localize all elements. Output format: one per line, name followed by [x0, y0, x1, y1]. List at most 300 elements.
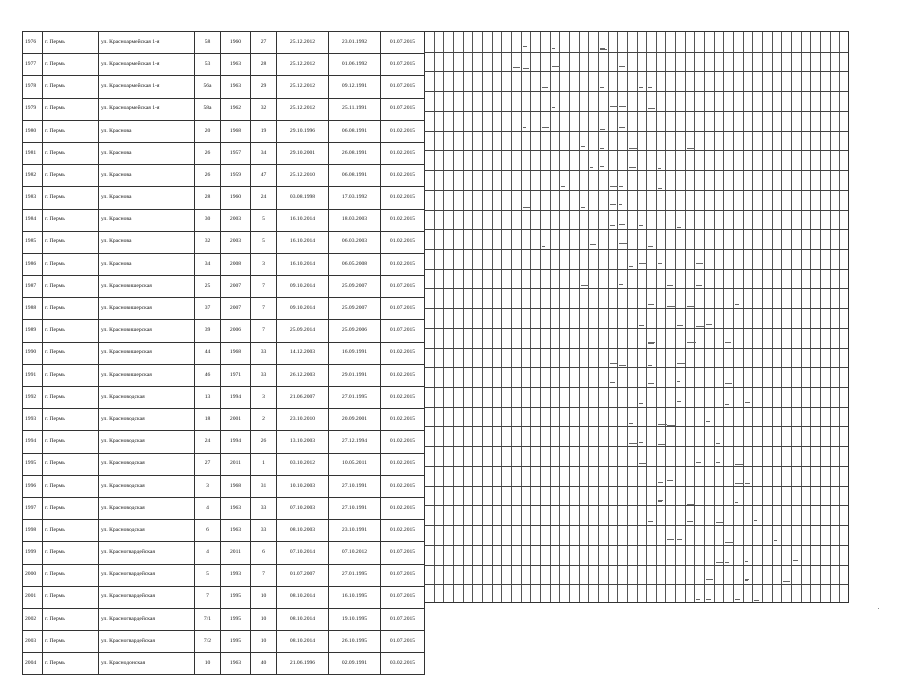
grid-line: [424, 52, 848, 53]
table-row: [23, 276, 425, 298]
date1-cell: 16.10.2014: [277, 253, 329, 275]
date2-cell: 26.08.1991: [329, 142, 381, 164]
table-row: [23, 431, 425, 453]
scan-mark: [629, 167, 636, 168]
flats-cell: 7: [251, 320, 277, 342]
date3-cell: 01.02.2015: [381, 520, 425, 542]
year-cell: 1960: [221, 187, 251, 209]
city-cell: г. Пермь: [43, 98, 99, 120]
flats-cell: 6: [251, 542, 277, 564]
grid-line: [685, 32, 686, 602]
grid-line: [424, 367, 848, 368]
grid-line: [762, 32, 763, 602]
city-cell: г. Пермь: [43, 542, 99, 564]
street-cell: ул. Краснова: [99, 209, 195, 231]
date2-cell: 09.12.1991: [329, 76, 381, 98]
street-cell: ул. Красногвардейская: [99, 631, 195, 653]
year-cell: 1995: [221, 608, 251, 630]
scan-mark: [725, 562, 728, 563]
flats-cell: 10: [251, 586, 277, 608]
street-cell: ул. Красноармейская 1-я: [99, 54, 195, 76]
date1-cell: 16.10.2014: [277, 231, 329, 253]
street-cell: ул. Красноармейская 1-я: [99, 98, 195, 120]
scan-mark: [610, 225, 616, 226]
scan-mark: [590, 167, 593, 168]
date1-cell: 08.10.2003: [277, 520, 329, 542]
street-cell: ул. Красногвардейская: [99, 586, 195, 608]
date3-cell: 01.07.2015: [381, 608, 425, 630]
scan-mark: [523, 68, 529, 69]
flats-cell: 7: [251, 276, 277, 298]
year-cell: 1963: [221, 54, 251, 76]
row-number: 1989: [23, 320, 43, 342]
date2-cell: 17.03.1992: [329, 187, 381, 209]
grid-line: [424, 249, 848, 250]
flats-cell: 24: [251, 187, 277, 209]
scan-mark: [677, 227, 681, 228]
scan-mark: [677, 539, 682, 540]
date1-cell: 09.10.2014: [277, 298, 329, 320]
grid-line: [839, 32, 840, 602]
date1-cell: 23.10.2010: [277, 409, 329, 431]
scan-mark: [706, 421, 710, 422]
table-row: [23, 120, 425, 142]
city-cell: г. Пермь: [43, 187, 99, 209]
scan-mark: [735, 502, 738, 503]
date1-cell: 25.12.2012: [277, 54, 329, 76]
scan-mark: [648, 521, 653, 522]
street-cell: ул. Красноармейская 1-я: [99, 32, 195, 54]
scan-mark: [725, 404, 728, 405]
city-cell: г. Пермь: [43, 387, 99, 409]
scan-mark: [677, 381, 680, 382]
scan-mark: [725, 342, 730, 343]
street-cell: ул. Красноводская: [99, 431, 195, 453]
grid-line: [569, 32, 570, 602]
street-cell: ул. Красногвардейская: [99, 564, 195, 586]
scan-mark: [793, 560, 798, 561]
grid-line: [665, 32, 666, 602]
table-row: [23, 520, 425, 542]
scan-mark: [687, 342, 696, 343]
grid-line: [424, 328, 848, 329]
house-cell: 7/2: [195, 631, 221, 653]
city-cell: г. Пермь: [43, 564, 99, 586]
flats-cell: 32: [251, 98, 277, 120]
house-cell: 34: [195, 253, 221, 275]
scan-mark: [610, 186, 618, 187]
row-number: 2003: [23, 631, 43, 653]
table-row: [23, 586, 425, 608]
date1-cell: 21.06.2007: [277, 387, 329, 409]
date1-cell: 08.10.2014: [277, 608, 329, 630]
year-cell: 1995: [221, 586, 251, 608]
flats-cell: 10: [251, 631, 277, 653]
year-cell: 1968: [221, 475, 251, 497]
row-number: 1993: [23, 409, 43, 431]
scan-mark: [552, 48, 555, 49]
row-number: 1981: [23, 142, 43, 164]
scan-mark: [619, 204, 622, 205]
street-cell: ул. Красновишерская: [99, 320, 195, 342]
grid-line: [424, 387, 848, 388]
register-rows: [23, 32, 425, 675]
grid-line: [424, 525, 848, 526]
year-cell: 1962: [221, 98, 251, 120]
grid-line: [694, 32, 695, 602]
scan-mark: [667, 425, 675, 426]
street-cell: ул. Краснова: [99, 187, 195, 209]
street-cell: ул. Краснодонская: [99, 653, 195, 675]
scan-mark: [610, 204, 616, 205]
date2-cell: 26.10.1995: [329, 631, 381, 653]
date2-cell: 25.09.2007: [329, 298, 381, 320]
date2-cell: 07.10.2012: [329, 542, 381, 564]
scan-mark: [658, 188, 663, 189]
date3-cell: 01.07.2015: [381, 542, 425, 564]
scan-mark: [619, 66, 625, 67]
row-number: 1976: [23, 32, 43, 54]
date2-cell: 23.10.1991: [329, 520, 381, 542]
street-cell: ул. Красновишерская: [99, 364, 195, 386]
date2-cell: 23.01.1992: [329, 32, 381, 54]
street-cell: ул. Красновишерская: [99, 298, 195, 320]
scan-mark: [542, 87, 548, 88]
house-cell: 32: [195, 231, 221, 253]
table-row: [23, 32, 425, 54]
table-row: [23, 542, 425, 564]
scan-mark: [658, 501, 662, 502]
scan-mark: [610, 363, 617, 364]
row-number: 1994: [23, 431, 43, 453]
scan-mark: [658, 168, 661, 169]
flats-cell: 19: [251, 120, 277, 142]
scan-mark: [667, 539, 674, 540]
house-cell: 58а: [195, 98, 221, 120]
grid-line: [810, 32, 811, 602]
schedule-grid: [424, 31, 849, 603]
scan-mark: [716, 462, 720, 463]
scan-mark: [639, 403, 643, 404]
scan-mark: [745, 483, 751, 484]
date1-cell: 29.10.1996: [277, 120, 329, 142]
city-cell: г. Пермь: [43, 298, 99, 320]
row-number: 1982: [23, 165, 43, 187]
grid-line: [424, 446, 848, 447]
row-number: 1979: [23, 98, 43, 120]
scan-mark: [706, 324, 712, 325]
scan-mark: [696, 285, 702, 286]
city-cell: г. Пермь: [43, 364, 99, 386]
date1-cell: 09.10.2014: [277, 276, 329, 298]
date1-cell: 14.12.2003: [277, 342, 329, 364]
date1-cell: 01.07.2007: [277, 564, 329, 586]
table-row: [23, 187, 425, 209]
scan-mark: [716, 562, 724, 563]
date2-cell: 16.09.1991: [329, 342, 381, 364]
date1-cell: 07.10.2003: [277, 497, 329, 519]
street-cell: ул. Красноармейская 1-я: [99, 76, 195, 98]
city-cell: г. Пермь: [43, 276, 99, 298]
grid-line: [559, 32, 560, 602]
street-cell: ул. Краснова: [99, 142, 195, 164]
year-cell: 1994: [221, 431, 251, 453]
grid-line: [656, 32, 657, 602]
scan-mark: [523, 127, 527, 128]
grid-line: [723, 32, 724, 602]
row-number: 1988: [23, 298, 43, 320]
grid-line: [424, 505, 848, 506]
date3-cell: 01.02.2015: [381, 497, 425, 519]
city-cell: г. Пермь: [43, 520, 99, 542]
row-number: 1987: [23, 276, 43, 298]
grid-line: [424, 150, 848, 151]
house-cell: 6: [195, 520, 221, 542]
scan-mark: [658, 500, 663, 501]
scan-mark: [600, 129, 605, 130]
scan-mark: [552, 107, 555, 108]
date1-cell: 16.10.2014: [277, 209, 329, 231]
flats-cell: 26: [251, 431, 277, 453]
scan-mark: [600, 87, 604, 88]
flats-cell: 33: [251, 497, 277, 519]
street-cell: ул. Красноводская: [99, 520, 195, 542]
grid-line: [617, 32, 618, 602]
date2-cell: 27.12.1994: [329, 431, 381, 453]
house-cell: 27: [195, 453, 221, 475]
grid-line: [540, 32, 541, 602]
grid-line: [424, 170, 848, 171]
row-number: 1991: [23, 364, 43, 386]
scan-mark: [523, 207, 530, 208]
city-cell: г. Пермь: [43, 76, 99, 98]
scan-mark: [706, 579, 713, 580]
scan-mark: [639, 463, 648, 464]
scan-mark: [687, 306, 694, 307]
date1-cell: 08.10.2014: [277, 631, 329, 653]
grid-line: [772, 32, 773, 602]
grid-line: [637, 32, 638, 602]
grid-line: [453, 32, 454, 602]
table-row: [23, 253, 425, 275]
row-number: 2000: [23, 564, 43, 586]
table-row: [23, 608, 425, 630]
year-cell: 2003: [221, 209, 251, 231]
scan-mark: [725, 542, 734, 543]
date2-cell: 16.10.1995: [329, 586, 381, 608]
scan-mark: [725, 383, 731, 384]
table-row: [23, 165, 425, 187]
year-cell: 1968: [221, 342, 251, 364]
scan-mark: [619, 365, 626, 366]
city-cell: г. Пермь: [43, 453, 99, 475]
house-cell: 5: [195, 564, 221, 586]
house-cell: 20: [195, 120, 221, 142]
row-number: 1997: [23, 497, 43, 519]
scan-mark: [629, 266, 634, 267]
row-number: 1990: [23, 342, 43, 364]
flats-cell: 10: [251, 608, 277, 630]
scan-mark: [716, 522, 723, 523]
row-number: 2001: [23, 586, 43, 608]
scan-mark: [648, 304, 654, 305]
date1-cell: 08.10.2014: [277, 586, 329, 608]
table-row: [23, 409, 425, 431]
scan-mark: [629, 423, 633, 424]
house-cell: 10: [195, 653, 221, 675]
year-cell: 2006: [221, 320, 251, 342]
date2-cell: 01.06.1992: [329, 54, 381, 76]
grid-line: [424, 584, 848, 585]
scan-mark: [542, 127, 549, 128]
flats-cell: 3: [251, 253, 277, 275]
street-cell: ул. Красноводская: [99, 453, 195, 475]
scan-mark: [600, 148, 604, 149]
date1-cell: 13.10.2003: [277, 431, 329, 453]
year-cell: 1994: [221, 387, 251, 409]
date3-cell: 01.02.2015: [381, 209, 425, 231]
house-cell: 4: [195, 542, 221, 564]
date3-cell: 01.02.2015: [381, 142, 425, 164]
date2-cell: 25.11.1991: [329, 98, 381, 120]
grid-line: [424, 269, 848, 270]
flats-cell: 31: [251, 475, 277, 497]
date1-cell: 07.10.2014: [277, 542, 329, 564]
scan-mark: [745, 580, 748, 581]
date3-cell: 01.02.2015: [381, 187, 425, 209]
scan-mark: [639, 442, 644, 443]
street-cell: ул. Красногвардейская: [99, 542, 195, 564]
house-cell: 56а: [195, 76, 221, 98]
scan-mark: [619, 106, 626, 107]
scan-mark: [745, 402, 750, 403]
scan-mark: [619, 284, 623, 285]
grid-line: [521, 32, 522, 602]
date2-cell: 25.09.2007: [329, 276, 381, 298]
date2-cell: 20.09.2001: [329, 409, 381, 431]
scan-mark: [735, 599, 740, 600]
city-cell: г. Пермь: [43, 608, 99, 630]
grid-line: [424, 288, 848, 289]
year-cell: 1963: [221, 520, 251, 542]
date1-cell: 25.12.2012: [277, 76, 329, 98]
year-cell: 1960: [221, 32, 251, 54]
table-row: [23, 54, 425, 76]
scan-mark: [629, 443, 638, 444]
street-cell: ул. Краснова: [99, 231, 195, 253]
grid-line: [781, 32, 782, 602]
scan-mark: [696, 326, 703, 327]
date2-cell: 27.10.1991: [329, 475, 381, 497]
scan-mark: [677, 325, 683, 326]
street-cell: ул. Красноводская: [99, 387, 195, 409]
city-cell: г. Пермь: [43, 54, 99, 76]
table-row: [23, 342, 425, 364]
scan-mark: [619, 186, 623, 187]
date2-cell: 29.01.1991: [329, 364, 381, 386]
flats-cell: 34: [251, 142, 277, 164]
flats-cell: 40: [251, 653, 277, 675]
scan-mark: [619, 127, 625, 128]
grid-line: [579, 32, 580, 602]
date3-cell: 01.07.2015: [381, 76, 425, 98]
street-cell: ул. Красновишерская: [99, 342, 195, 364]
grid-line: [482, 32, 483, 602]
date2-cell: 06.03.2003: [329, 231, 381, 253]
year-cell: 1968: [221, 120, 251, 142]
scan-mark: [619, 224, 625, 225]
flats-cell: 5: [251, 231, 277, 253]
grid-line: [424, 71, 848, 72]
grid-line: [443, 32, 444, 602]
scan-mark: [639, 225, 643, 226]
grid-line: [424, 111, 848, 112]
grid-line: [424, 486, 848, 487]
scan-mark: [639, 263, 647, 264]
year-cell: 1971: [221, 364, 251, 386]
date1-cell: 25.12.2012: [277, 32, 329, 54]
date2-cell: 25.09.2006: [329, 320, 381, 342]
scan-mark: [629, 148, 637, 149]
grid-line: [646, 32, 647, 602]
scan-mark: [600, 166, 604, 167]
date2-cell: 10.05.2011: [329, 453, 381, 475]
table-row: [23, 453, 425, 475]
scan-mark: [648, 246, 653, 247]
city-cell: г. Пермь: [43, 409, 99, 431]
grid-line: [424, 229, 848, 230]
grid-line: [820, 32, 821, 602]
grid-line: [608, 32, 609, 602]
scan-mark: [783, 581, 789, 582]
house-cell: 58: [195, 32, 221, 54]
year-cell: 1957: [221, 142, 251, 164]
row-number: 1998: [23, 520, 43, 542]
scan-mark: [600, 49, 607, 50]
flats-cell: 5: [251, 209, 277, 231]
scan-mark: [754, 600, 759, 601]
flats-cell: 29: [251, 76, 277, 98]
date3-cell: 01.02.2015: [381, 453, 425, 475]
scan-mark: [590, 244, 596, 245]
house-cell: 3: [195, 475, 221, 497]
grid-line: [801, 32, 802, 602]
grid-line: [424, 545, 848, 546]
grid-line: [424, 466, 848, 467]
grid-line: [501, 32, 502, 602]
row-number: 1996: [23, 475, 43, 497]
house-cell: 28: [195, 187, 221, 209]
row-number: 1980: [23, 120, 43, 142]
scan-mark: [658, 263, 662, 264]
grid-line: [463, 32, 464, 602]
scan-mark: [745, 561, 748, 562]
scan-mark: [581, 207, 585, 208]
grid-line: [424, 348, 848, 349]
scan-mark: [735, 464, 742, 465]
table-row: [23, 631, 425, 653]
year-cell: 1959: [221, 165, 251, 187]
street-cell: ул. Красноводская: [99, 475, 195, 497]
house-cell: 26: [195, 142, 221, 164]
grid-line: [598, 32, 599, 602]
street-cell: ул. Красноводская: [99, 497, 195, 519]
grid-line: [588, 32, 589, 602]
scan-mark: [581, 285, 589, 286]
date3-cell: 01.07.2015: [381, 54, 425, 76]
scan-mark: [648, 383, 654, 384]
street-cell: ул. Красноводская: [99, 409, 195, 431]
